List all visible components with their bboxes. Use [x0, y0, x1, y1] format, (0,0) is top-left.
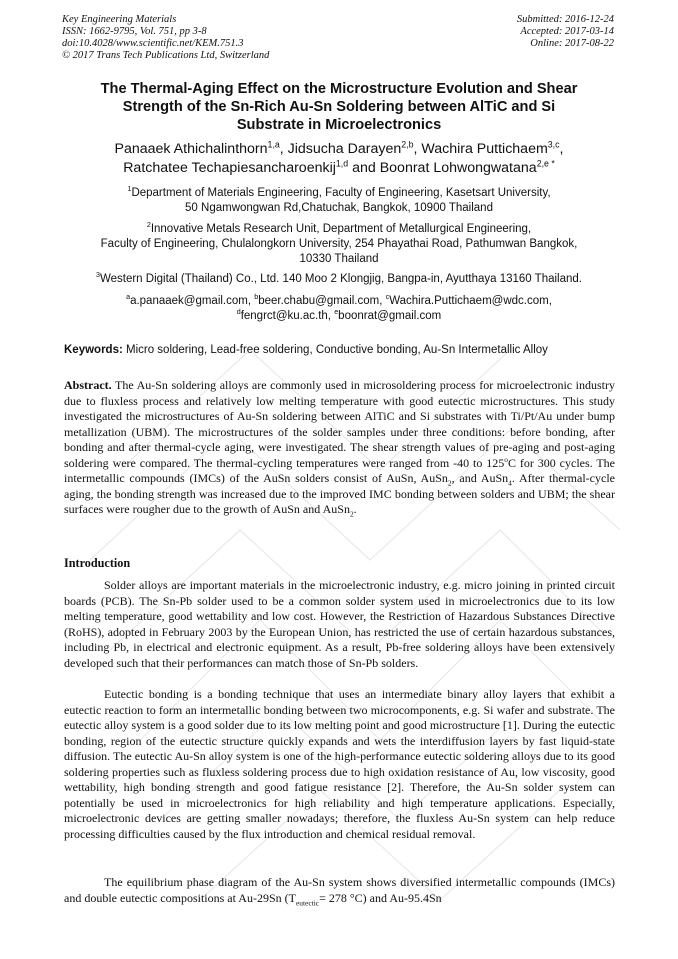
issn-line: ISSN: 1662-9795, Vol. 751, pp 3-8: [62, 26, 207, 37]
paragraph-text: = 278 °C) and Au-95.4Sn: [319, 890, 442, 905]
author-name: Panaaek Athichalinthorn: [114, 141, 268, 157]
affiliation-number: 3: [96, 271, 100, 280]
email-mark: b: [254, 293, 259, 302]
abstract-text: . After thermal-cycle aging, the bonding strength was increased due to the improved IMC bonding between solders and UBM; the shear surfaces were rougher due to the growth of AuSn and AuSn: [64, 471, 615, 517]
doi-line: doi:10.4028/www.scientific.net/KEM.751.3: [62, 38, 244, 49]
affiliation-text: Faculty of Engineering, Chulalongkorn University, 254 Phayathai Road, Pathumwan Bangkok,: [100, 238, 578, 250]
affiliation-text: Western Digital (Thailand) Co., Ltd. 140 Moo 2 Klongjig, Bangpa-in, Ayutthaya 13160 Thailand.: [99, 273, 582, 285]
title-line-1: The Thermal-Aging Effect on the Microstructure Evolution and Shear: [100, 81, 578, 97]
author-affiliation-mark: 2,e *: [536, 158, 555, 169]
subscript: 4: [508, 478, 512, 488]
affiliation-1: [60, 186, 618, 216]
copyright-line: © 2017 Trans Tech Publications Ltd, Switzerland: [62, 50, 270, 61]
email-mark: a: [126, 293, 131, 302]
subscript: 2: [447, 478, 452, 488]
section-heading-introduction: Introduction: [64, 556, 131, 570]
email-mark: c: [385, 293, 390, 302]
email-mark: e: [334, 308, 339, 317]
email-address[interactable]: boonrat@gmail.com: [338, 310, 442, 322]
affiliation-2: [60, 222, 618, 267]
online-date: Online: 2017-08-22: [530, 38, 614, 49]
affiliation-3: [60, 272, 618, 287]
keywords-text: Micro soldering, Lead-free soldering, Conductive bonding, Au-Sn Intermetallic Alloy: [126, 344, 548, 356]
publication-dates: [517, 14, 614, 50]
paper-title: [60, 80, 618, 134]
keywords: [64, 343, 616, 358]
author-name: Jidsucha Darayen: [287, 141, 402, 157]
paragraph-text: The equilibrium phase diagram of the Au-Sn system shows diversified intermetallic compounds (IMCs) and double eutectic compositions at Au-29Sn (T: [64, 875, 615, 905]
author-affiliation-mark: 3,c: [547, 139, 560, 150]
email-address[interactable]: fengrct@ku.ac.th,: [240, 310, 331, 322]
keywords-label: Keywords:: [64, 344, 123, 356]
accepted-date: Accepted: 2017-03-14: [520, 26, 614, 37]
affiliation-number: 1: [127, 185, 132, 194]
author-affiliation-mark: 1,d: [335, 158, 349, 169]
subscript: eutectic: [295, 897, 320, 907]
subscript: 2: [349, 509, 354, 519]
email-mark: d: [236, 308, 241, 317]
email-address[interactable]: beer.chabu@gmail.com,: [258, 295, 383, 307]
author-affiliation-mark: 2,b: [401, 139, 414, 150]
abstract: [64, 378, 615, 518]
authors-line-1: Panaaek Athichalinthorn$^{1,a}$, Jidsucha Darayen$^{2,b}$, Wachira Puttichaem$^{3,c}$,: [114, 139, 564, 157]
affiliation-text: Department of Materials Engineering, Faculty of Engineering, Kasetsart University,: [131, 187, 551, 199]
affiliation-text: 10330 Thailand: [299, 253, 379, 265]
email-address[interactable]: Wachira.Puttichaem@wdc.com,: [389, 295, 552, 307]
abstract-text: .: [353, 502, 357, 517]
title-line-2: Strength of the Sn-Rich Au-Sn Soldering between AlTiC and Si: [122, 99, 556, 115]
publication-info: [62, 14, 269, 62]
author-name: Boonrat Lohwongwatana: [379, 160, 537, 176]
intro-paragraph-3: [64, 875, 615, 906]
authors-line-2: [60, 159, 618, 178]
abstract-text: The Au-Sn soldering alloys are commonly used in microsoldering process for microelectronic industry due to fluxless process and relatively low melting temperature with good eutectic microstructures. This study investigated the microstructures of Au-Sn soldering between AlTiC and Si substrates with Ti/Pt/Au under bump metallization (UBM). The microstructures of the solder samples under three conditions: before bonding, after bonding and after thermal-cycle aging, were investigated. The shear strength values of pre-aging and post-aging soldering were compared. The thermal-cycling temperatures were ranged from -40 to 125: [64, 378, 615, 470]
submitted-date: Submitted: 2016-12-24: [516, 14, 614, 25]
abstract-text: , and AuSn: [451, 471, 509, 486]
affiliation-text: Innovative Metals Research Unit, Department of Metallurgical Engineering,: [150, 223, 532, 235]
author-affiliation-mark: 1,a: [267, 139, 280, 150]
author-emails: [60, 294, 618, 324]
intro-paragraph-1: Solder alloys are important materials in the microelectronic industry, e.g. micro joining in printed circuit boards (PCB). The Sn-Pb solder used to be a common solder system used in microelectronics due to its low melting temperature, good wettability and low cost. However, the Restriction of Hazardous Substances Directive (RoHS), adopted in February 2003 by the European Union, has restricted the use of certain hazardous substances, including Pb, in electrical and electronic equipment. As a result, Pb-free soldering alloys have been extensively developed such that their performances can match those of Sn-Pb solders.: [64, 578, 615, 670]
journal-name: Key Engineering Materials: [62, 14, 177, 25]
author-name: Wachira Puttichaem: [421, 141, 548, 157]
degree-mark: o: [504, 454, 508, 464]
affiliation-number: 2: [146, 221, 151, 230]
abstract-text: C for 300 cycles. The intermetallic compounds (IMCs) of the AuSn solders consist of AuSn, AuSn: [64, 455, 616, 486]
abstract-label: Abstract.: [64, 378, 112, 392]
affiliation-text: 50 Ngamwongwan Rd,Chatuchak, Bangkok, 10900 Thailand: [185, 202, 493, 214]
title-line-3: Substrate in Microelectronics: [236, 117, 442, 133]
email-address[interactable]: a.panaaek@gmail.com,: [130, 295, 252, 307]
author-name: Ratchatee Techapiesancharoenkij: [123, 160, 336, 176]
author-conjunction: and: [352, 160, 376, 176]
author-list: [60, 140, 618, 178]
intro-paragraph-2: Eutectic bonding is a bonding technique that uses an intermediate binary alloy layers that exhibit a eutectic reaction to form an intermetallic bonding between two microcomponents, e.g. Si wafer and substrate. The eutectic alloy system is a good solder due to its low melting point and good microstructure [1]. During the eutectic bonding, region of the eutectic structure quickly expands and wets the interdiffusion layers by fast liquid-state diffusion. The eutectic Au-Sn alloy system is one of the high-performance eutectic soldering alloys due to its good soldering properties such as fluxless soldering process due to high oxidation resistance of Au, low viscosity, good wettability, high bonding strength and good fatigue resistance [2]. Therefore, the Au-Sn solder system can potentially be used in microelectronics for high reliability and high temperature applications. Especially, microelectronic devices are getting smaller nowadays; therefore, the fluxless Au-Sn system can help reduce processing difficulties caused by the flux introduction and chemical residual removal.: [64, 687, 615, 841]
